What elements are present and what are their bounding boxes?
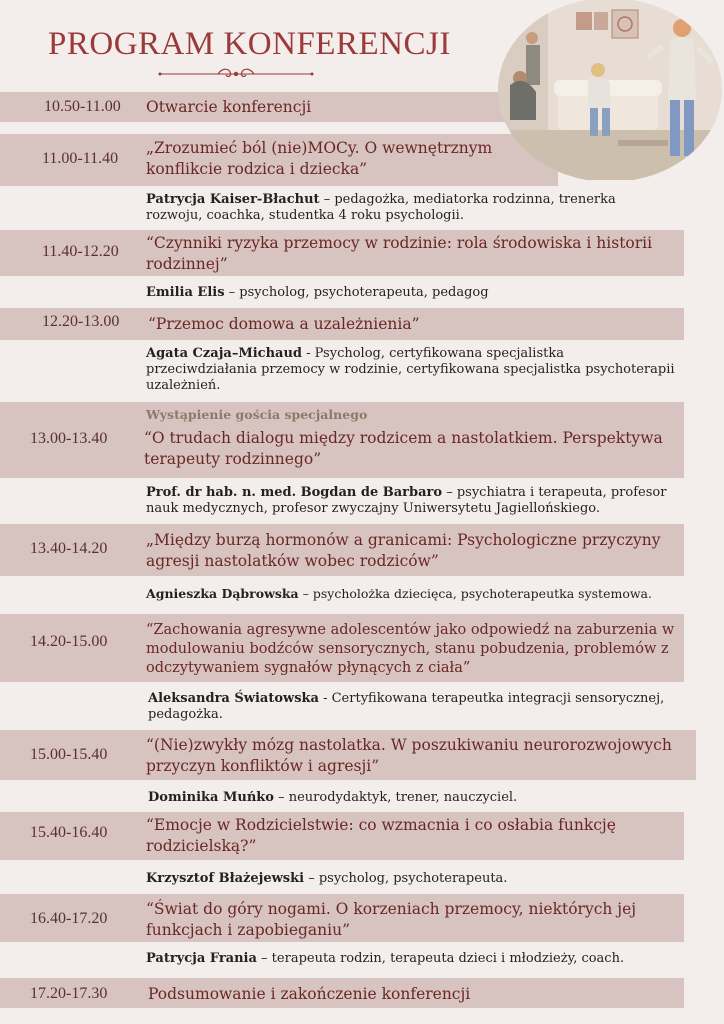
speaker-description: – psycholog, psychoterapeuta, pedagog	[224, 285, 489, 300]
speaker-name: Agata Czaja–Michaud	[146, 346, 302, 361]
speaker-description: – psycholog, psychoterapeuta.	[304, 871, 508, 886]
time-3: 12.20-13.00	[42, 313, 120, 330]
speaker-name: Dominika Muńko	[148, 790, 274, 805]
time-7: 15.00-15.40	[30, 746, 108, 763]
speaker-name: Patrycja Kaiser-Błachut	[146, 192, 320, 207]
time-1: 11.00-11.40	[42, 150, 119, 167]
talk-title-6: “Zachowania agresywne adolescentów jako odpowiedź na zaburzenia w modulowaniu bodźców sensorycznych, stanu pobudzenia, problemów z odczytywaniem sygnałów płynących z ciała”	[146, 622, 675, 676]
time-6: 14.20-15.00	[30, 633, 108, 650]
speaker-name: Prof. dr hab. n. med. Bogdan de Barbaro	[146, 485, 443, 500]
speaker-6	[148, 691, 688, 723]
speaker-name: Agnieszka Dąbrowska	[146, 586, 299, 601]
speaker-description: – terapeuta rodzin, terapeuta dzieci i młodzieży, coach.	[256, 951, 625, 966]
speaker-description: – psycholożka dziecięca, psychoterapeutka systemowa.	[298, 586, 652, 601]
page-title: PROGRAM KONFERENCJI	[48, 26, 451, 62]
speaker-description: – neurodydaktyk, trener, nauczyciel.	[273, 790, 518, 805]
speaker-name: Krzysztof Błażejewski	[146, 871, 305, 886]
speaker-name: Emilia Elis	[146, 285, 225, 300]
talk-title-9: “Świat do góry nogami. O korzeniach przemocy, niektórych jej funkcjach i zapobieganiu”	[146, 900, 637, 939]
special-guest-label: Wystąpienie gościa specjalnego	[146, 407, 368, 422]
talk-title-4: “O trudach dialogu między rodzicem a nastolatkiem. Perspektywa terapeuty rodzinnego”	[144, 429, 663, 468]
speaker-9	[146, 951, 686, 967]
talk-title-7: “(Nie)zwykły mózg nastolatka. W poszukiwaniu neurorozwojowych przyczyn konfliktów i agresji”	[146, 736, 672, 775]
talk-title-5: „Między burzą hormonów a granicami: Psychologiczne przyczyny agresji nastolatków wobec rodziców”	[146, 531, 661, 570]
talk-title-10: Podsumowanie i zakończenie konferencji	[148, 985, 471, 1003]
speaker-4	[146, 485, 686, 517]
speaker-description: - Certyfikowana terapeutka integracji sensorycznej, pedagożka.	[148, 691, 665, 722]
speaker-3	[146, 346, 676, 394]
speaker-name: Patrycja Frania	[146, 951, 257, 966]
time-8: 15.40-16.40	[30, 824, 108, 841]
talk-title-0: Otwarcie konferencji	[146, 98, 312, 116]
time-9: 16.40-17.20	[30, 910, 108, 927]
speaker-5	[146, 586, 686, 602]
ornament-divider-icon	[156, 66, 316, 82]
speaker-description: – pedagożka, mediatorka rodzinna, trenerka rozwoju, coachka, studentka 4 roku psychologii.	[146, 192, 616, 223]
talk-title-1: „Zrozumieć ból (nie)MOCy. O wewnętrznym konflikcie rodzica i dziecka”	[146, 139, 493, 178]
talk-title-2: “Czynniki ryzyka przemocy w rodzinie: rola środowiska i historii rodzinnej”	[146, 234, 653, 273]
time-2: 11.40-12.20	[42, 243, 119, 260]
speaker-name: Aleksandra Światowska	[148, 691, 319, 706]
speaker-description: - Psycholog, certyfikowana specjalistka przeciwdziałania przemocy w rodzinie, certyfikowana specjalistka psychoterapii uzależnień.	[146, 346, 675, 393]
time-10: 17.20-17.30	[30, 985, 108, 1002]
talk-title-3: “Przemoc domowa a uzależnienia”	[148, 315, 420, 333]
time-0: 10.50-11.00	[44, 98, 121, 115]
speaker-8	[146, 871, 686, 887]
speaker-7	[148, 790, 688, 806]
speaker-description: – psychiatra i terapeuta, profesor nauk medycznych, profesor zwyczajny Uniwersytetu Jagiellońskiego.	[146, 485, 667, 516]
speaker-1	[146, 192, 676, 224]
talk-title-8: “Emocje w Rodzicielstwie: co wzmacnia i co osłabia funkcję rodzicielską?”	[146, 816, 616, 855]
time-4: 13.00-13.40	[30, 430, 108, 447]
speaker-2	[146, 285, 676, 301]
time-5: 13.40-14.20	[30, 540, 108, 557]
